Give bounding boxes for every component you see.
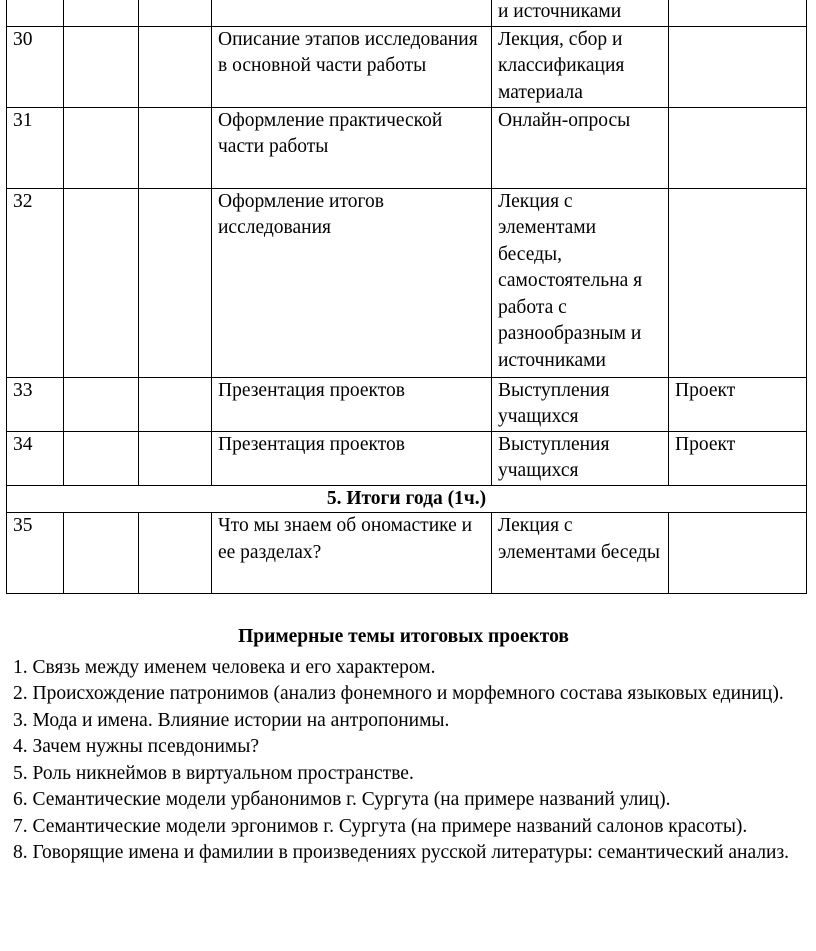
lesson-topic-cell: Презентация проектов [212, 377, 492, 431]
empty-cell [64, 26, 139, 107]
empty-cell [64, 188, 139, 377]
lesson-control-cell [669, 188, 807, 377]
lesson-form-cell: и источниками [492, 0, 669, 26]
lesson-topic-cell: Презентация проектов [212, 431, 492, 485]
project-topic-item: 7. Семантические модели эргонимов г. Сургута (на примере названий салонов красоты). [13, 815, 748, 837]
lesson-form-cell: Лекция, сбор и классификация материала [492, 26, 669, 107]
empty-cell [139, 26, 212, 107]
table-row [7, 0, 807, 26]
lesson-number-cell: 34 [7, 431, 64, 485]
lesson-form-cell: Онлайн-опросы [492, 107, 669, 188]
lesson-control-cell [669, 107, 807, 188]
project-topics-section [13, 624, 794, 867]
empty-cell [64, 431, 139, 485]
empty-cell [139, 0, 212, 26]
project-topic-item: 5. Роль никнеймов в виртуальном пространстве. [13, 762, 414, 784]
lesson-number-cell: 33 [7, 377, 64, 431]
table-row [7, 107, 807, 188]
lesson-control-cell [669, 26, 807, 107]
lesson-number-cell: 32 [7, 188, 64, 377]
lesson-form-cell: Выступления учащихся [492, 431, 669, 485]
lesson-number-cell [7, 0, 64, 26]
project-topic-item: 8. Говорящие имена и фамилии в произведениях русской литературы: семантический анализ. [13, 842, 790, 863]
project-topic-item: 1. Связь между именем человека и его характером. [13, 656, 436, 678]
lesson-topic-cell: Оформление итогов исследования [212, 188, 492, 377]
empty-cell [139, 513, 212, 594]
lesson-topic-cell: Описание этапов исследования в основной части работы [212, 26, 492, 107]
empty-cell [139, 377, 212, 431]
lesson-form-cell: Лекция с элементами беседы, самостоятельна я работа с разнообразным и источниками [492, 188, 669, 377]
section-title: 5. Итоги года (1ч.) [7, 485, 807, 513]
empty-cell [64, 107, 139, 188]
table-row [7, 26, 807, 107]
lesson-control-cell: Проект [669, 431, 807, 485]
project-topic-item: 4. Зачем нужны псевдонимы? [13, 736, 259, 757]
lesson-number-cell: 31 [7, 107, 64, 188]
project-topic-item: 6. Семантические модели урбанонимов г. Сургута (на примере названий улиц). [13, 789, 671, 810]
lesson-form-cell: Выступления учащихся [492, 377, 669, 431]
lesson-control-cell: Проект [669, 377, 807, 431]
project-topic-item: 2. Происхождение патронимов (анализ фонемного и морфемного состава языковых единиц). [13, 683, 784, 704]
section-row [7, 485, 807, 513]
empty-cell [64, 0, 139, 26]
lesson-topic-cell [212, 0, 492, 26]
project-topic-item: 3. Мода и имена. Влияние истории на антропонимы. [13, 709, 450, 731]
table-row [7, 431, 807, 485]
project-topics-title: Примерные темы итоговых проектов [238, 626, 569, 647]
lesson-form-cell: Лекция с элементами беседы [492, 513, 669, 594]
table-row [7, 377, 807, 431]
empty-cell [64, 377, 139, 431]
lesson-plan-table [6, 0, 807, 594]
lesson-topic-cell: Оформление практической части работы [212, 107, 492, 188]
lesson-control-cell [669, 0, 807, 26]
table-row [7, 513, 807, 594]
lesson-topic-cell: Что мы знаем об ономастике и ее разделах? [212, 513, 492, 594]
empty-cell [139, 431, 212, 485]
empty-cell [139, 107, 212, 188]
empty-cell [64, 513, 139, 594]
table-row [7, 188, 807, 377]
lesson-number-cell: 35 [7, 513, 64, 594]
empty-cell [139, 188, 212, 377]
lesson-number-cell: 30 [7, 26, 64, 107]
lesson-control-cell [669, 513, 807, 594]
